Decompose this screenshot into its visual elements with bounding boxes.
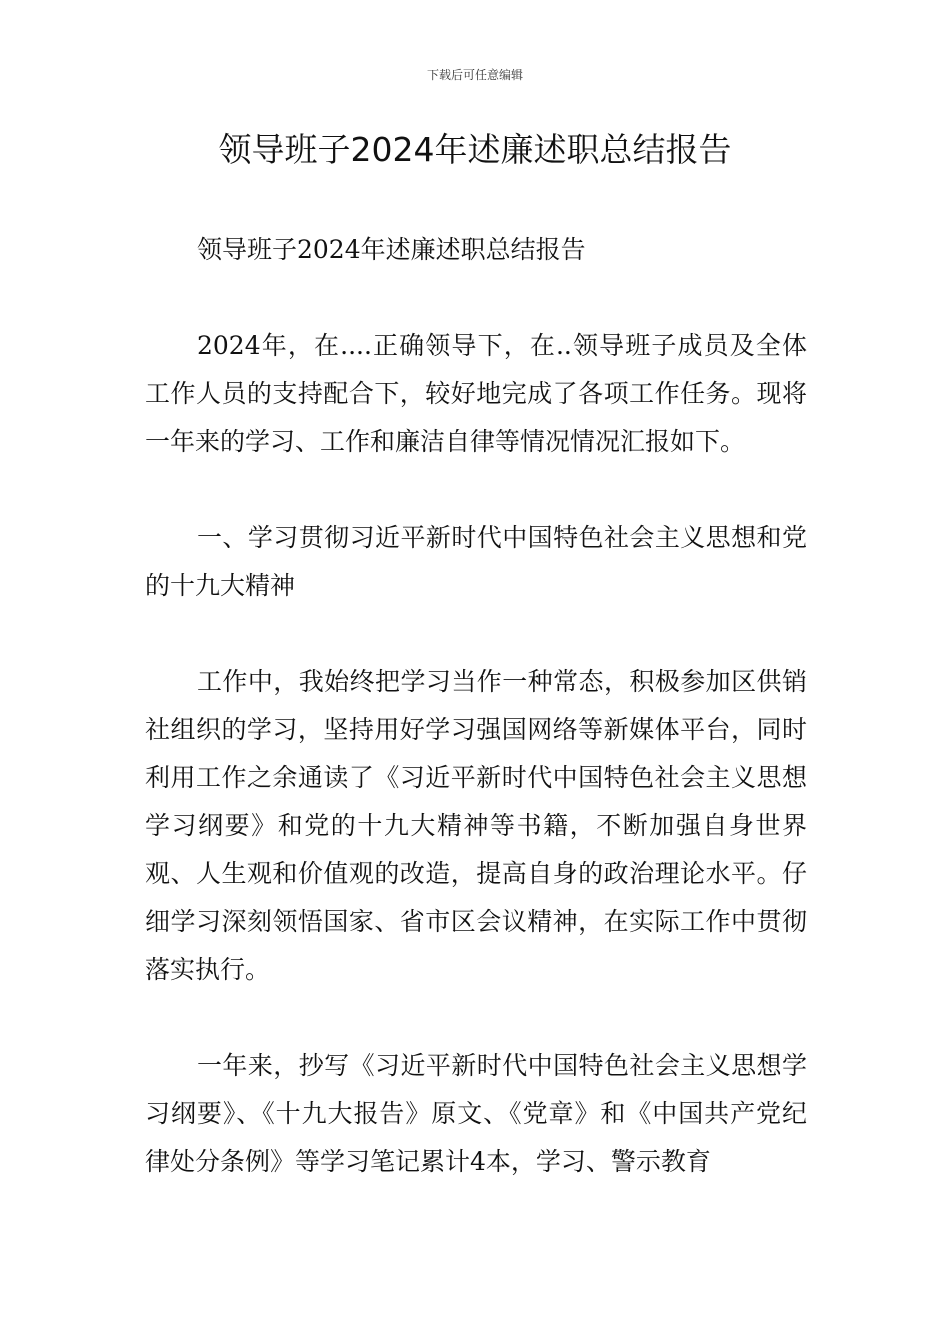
- paragraph-intro: 2024年，在....正确领导下，在..领导班子成员及全体工作人员的支持配合下，较好地完成了各项工作任务。现将一年来的学习、工作和廉洁自律等情况情况汇报如下。: [145, 331, 807, 456]
- document-body: [145, 226, 807, 1234]
- paragraph-subtitle: 领导班子2024年述廉述职总结报告: [197, 235, 586, 264]
- section-heading-1: 一、学习贯彻习近平新时代中国特色社会主义思想和党的十九大精神: [145, 523, 807, 600]
- header-note: 下载后可任意编辑: [426, 68, 523, 82]
- paragraph-notes: 一年来，抄写《习近平新时代中国特色社会主义思想学习纲要》、《十九大报告》原文、《党章》和《中国共产党纪律处分条例》等学习笔记累计4本，学习、警示教育: [145, 1051, 807, 1176]
- paragraph-study: 工作中，我始终把学习当作一种常态，积极参加区供销社组织的学习，坚持用好学习强国网络等新媒体平台，同时利用工作之余通读了《习近平新时代中国特色社会主义思想学习纲要》和党的十九大精神等书籍，不断加强自身世界观、人生观和价值观的改造，提高自身的政治理论水平。仔细学习深刻领悟国家、省市区会议精神，在实际工作中贯彻落实执行。: [145, 667, 807, 984]
- document-title: 领导班子2024年述廉述职总结报告: [218, 130, 732, 169]
